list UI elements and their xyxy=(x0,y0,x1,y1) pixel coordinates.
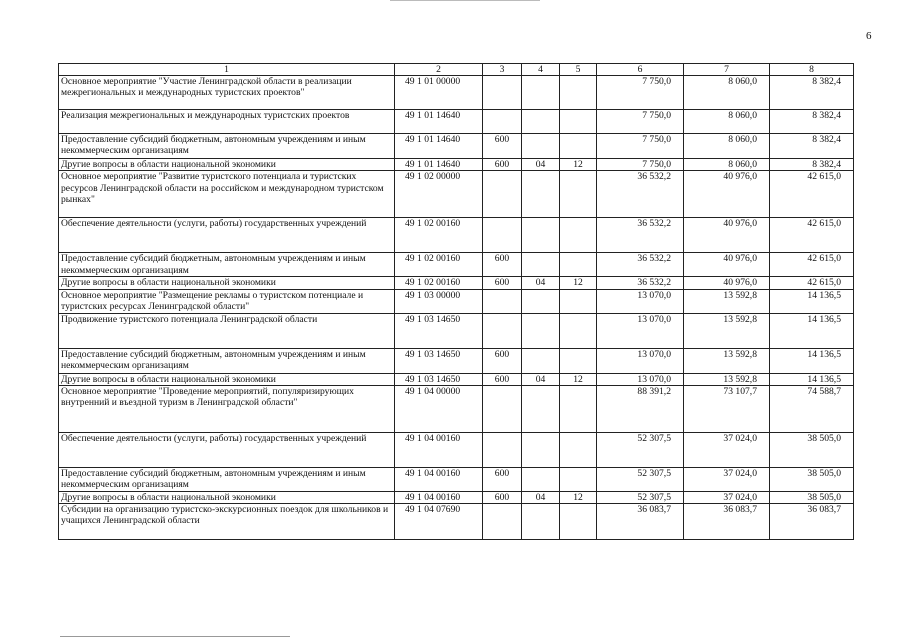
row-col3-cell: 600 xyxy=(483,467,522,491)
table-row xyxy=(59,76,854,110)
row-value7-cell: 37 024,0 xyxy=(684,467,770,491)
row-code-cell: 49 1 03 14650 xyxy=(395,348,483,373)
row-code-cell: 49 1 02 00160 xyxy=(395,218,483,253)
row-name-cell: Предоставление субсидий бюджетным, автономным учреждениям и иным некоммерческим организациям xyxy=(59,467,395,491)
row-col3-cell xyxy=(483,504,522,540)
row-value6-cell: 52 307,5 xyxy=(597,467,684,491)
row-value6-cell: 7 750,0 xyxy=(597,134,684,159)
row-col3-cell: 600 xyxy=(483,491,522,503)
row-code-cell: 49 1 01 14640 xyxy=(395,159,483,171)
row-col4-cell: 04 xyxy=(522,373,560,385)
header-cell: 1 xyxy=(59,64,395,76)
row-col3-cell xyxy=(483,218,522,253)
row-value6-cell: 88 391,2 xyxy=(597,385,684,432)
row-name-cell: Основное мероприятие "Проведение мероприятий, популяризирующих внутренний и въездной туризм в Ленинградской области" xyxy=(59,385,395,432)
table-row xyxy=(59,277,854,289)
table-row xyxy=(59,373,854,385)
row-col4-cell xyxy=(522,110,560,134)
row-col5-cell xyxy=(560,218,597,253)
row-value6-cell: 36 532,2 xyxy=(597,218,684,253)
row-col3-cell: 600 xyxy=(483,373,522,385)
row-value8-cell: 38 505,0 xyxy=(770,467,854,491)
row-code-cell: 49 1 04 00000 xyxy=(395,385,483,432)
row-col5-cell: 12 xyxy=(560,373,597,385)
row-name-cell: Другие вопросы в области национальной экономики xyxy=(59,277,395,289)
row-col5-cell: 12 xyxy=(560,159,597,171)
row-name-cell: Другие вопросы в области национальной экономики xyxy=(59,373,395,385)
row-value7-cell: 8 060,0 xyxy=(684,110,770,134)
row-value6-cell: 7 750,0 xyxy=(597,110,684,134)
row-col4-cell xyxy=(522,467,560,491)
row-col3-cell: 600 xyxy=(483,253,522,277)
header-row xyxy=(59,64,854,76)
header-cell: 3 xyxy=(483,64,522,76)
table-row xyxy=(59,313,854,348)
row-value8-cell: 36 083,7 xyxy=(770,504,854,540)
row-code-cell: 49 1 03 14650 xyxy=(395,373,483,385)
table-row xyxy=(59,253,854,277)
row-value7-cell: 40 976,0 xyxy=(684,218,770,253)
row-code-cell: 49 1 02 00000 xyxy=(395,171,483,218)
row-value7-cell: 37 024,0 xyxy=(684,491,770,503)
row-value7-cell: 40 976,0 xyxy=(684,171,770,218)
row-name-cell: Субсидии на организацию туристско-экскурсионных поездок для школьников и учащихся Ленинградской области xyxy=(59,504,395,540)
row-value6-cell: 13 070,0 xyxy=(597,313,684,348)
header-cell: 6 xyxy=(597,64,684,76)
row-name-cell: Обеспечение деятельности (услуги, работы) государственных учреждений xyxy=(59,218,395,253)
table-row xyxy=(59,134,854,159)
row-col5-cell xyxy=(560,171,597,218)
row-col3-cell xyxy=(483,385,522,432)
row-code-cell: 49 1 03 14650 xyxy=(395,313,483,348)
row-code-cell: 49 1 01 14640 xyxy=(395,110,483,134)
row-col3-cell xyxy=(483,171,522,218)
row-col5-cell xyxy=(560,253,597,277)
row-col4-cell: 04 xyxy=(522,277,560,289)
row-name-cell: Другие вопросы в области национальной экономики xyxy=(59,491,395,503)
row-code-cell: 49 1 01 14640 xyxy=(395,134,483,159)
row-value7-cell: 8 060,0 xyxy=(684,159,770,171)
page-number: 6 xyxy=(866,30,872,42)
header-cell: 8 xyxy=(770,64,854,76)
row-value7-cell: 8 060,0 xyxy=(684,76,770,110)
row-col5-cell xyxy=(560,385,597,432)
row-value8-cell: 42 615,0 xyxy=(770,218,854,253)
row-col4-cell xyxy=(522,171,560,218)
table-row xyxy=(59,385,854,432)
row-col4-cell xyxy=(522,348,560,373)
row-code-cell: 49 1 04 07690 xyxy=(395,504,483,540)
row-name-cell: Продвижение туристского потенциала Ленинградской области xyxy=(59,313,395,348)
bottom-scan-line xyxy=(60,636,290,637)
table-row xyxy=(59,289,854,313)
row-value8-cell: 14 136,5 xyxy=(770,373,854,385)
row-code-cell: 49 1 04 00160 xyxy=(395,432,483,467)
row-col4-cell: 04 xyxy=(522,159,560,171)
row-value8-cell: 42 615,0 xyxy=(770,171,854,218)
row-name-cell: Основное мероприятие "Развитие туристского потенциала и туристских ресурсов Ленинградской области на российском и международном туристском рынках" xyxy=(59,171,395,218)
row-col4-cell xyxy=(522,385,560,432)
row-name-cell: Другие вопросы в области национальной экономики xyxy=(59,159,395,171)
row-value8-cell: 42 615,0 xyxy=(770,253,854,277)
row-value6-cell: 36 083,7 xyxy=(597,504,684,540)
row-col4-cell xyxy=(522,134,560,159)
header-cell: 7 xyxy=(684,64,770,76)
top-scan-line xyxy=(390,0,540,1)
table-row xyxy=(59,467,854,491)
row-col4-cell xyxy=(522,218,560,253)
row-value8-cell: 8 382,4 xyxy=(770,159,854,171)
row-code-cell: 49 1 03 00000 xyxy=(395,289,483,313)
row-value8-cell: 14 136,5 xyxy=(770,289,854,313)
table-row xyxy=(59,491,854,503)
row-value8-cell: 8 382,4 xyxy=(770,76,854,110)
row-value6-cell: 36 532,2 xyxy=(597,277,684,289)
row-value7-cell: 40 976,0 xyxy=(684,253,770,277)
row-name-cell: Предоставление субсидий бюджетным, автономным учреждениям и иным некоммерческим организациям xyxy=(59,253,395,277)
row-value8-cell: 74 588,7 xyxy=(770,385,854,432)
row-code-cell: 49 1 02 00160 xyxy=(395,253,483,277)
row-col3-cell xyxy=(483,110,522,134)
row-col3-cell xyxy=(483,313,522,348)
row-col5-cell xyxy=(560,134,597,159)
row-col5-cell xyxy=(560,110,597,134)
table-row xyxy=(59,504,854,540)
row-value7-cell: 13 592,8 xyxy=(684,348,770,373)
table-body xyxy=(59,64,854,540)
row-name-cell: Реализация межрегиональных и международных туристских проектов xyxy=(59,110,395,134)
row-name-cell: Предоставление субсидий бюджетным, автономным учреждениям и иным некоммерческим организациям xyxy=(59,348,395,373)
table-row xyxy=(59,348,854,373)
table-row xyxy=(59,218,854,253)
row-col4-cell xyxy=(522,76,560,110)
row-value6-cell: 52 307,5 xyxy=(597,491,684,503)
row-value6-cell: 7 750,0 xyxy=(597,159,684,171)
budget-table xyxy=(58,63,854,540)
row-col3-cell: 600 xyxy=(483,348,522,373)
row-col5-cell xyxy=(560,432,597,467)
row-value7-cell: 13 592,8 xyxy=(684,289,770,313)
row-col3-cell: 600 xyxy=(483,159,522,171)
row-col3-cell xyxy=(483,76,522,110)
row-col5-cell xyxy=(560,504,597,540)
row-code-cell: 49 1 01 00000 xyxy=(395,76,483,110)
row-value7-cell: 73 107,7 xyxy=(684,385,770,432)
row-col3-cell xyxy=(483,289,522,313)
row-value8-cell: 14 136,5 xyxy=(770,348,854,373)
row-value7-cell: 13 592,8 xyxy=(684,373,770,385)
row-col5-cell xyxy=(560,313,597,348)
row-value6-cell: 36 532,2 xyxy=(597,253,684,277)
row-col4-cell xyxy=(522,504,560,540)
table-row xyxy=(59,432,854,467)
row-value6-cell: 13 070,0 xyxy=(597,289,684,313)
table-row xyxy=(59,159,854,171)
row-value6-cell: 13 070,0 xyxy=(597,373,684,385)
row-col4-cell xyxy=(522,253,560,277)
row-value7-cell: 13 592,8 xyxy=(684,313,770,348)
row-col3-cell: 600 xyxy=(483,277,522,289)
row-value6-cell: 13 070,0 xyxy=(597,348,684,373)
row-name-cell: Основное мероприятие "Участие Ленинградской области в реализации межрегиональных и международных туристских проектов" xyxy=(59,76,395,110)
row-value8-cell: 38 505,0 xyxy=(770,432,854,467)
row-value8-cell: 8 382,4 xyxy=(770,110,854,134)
row-col4-cell xyxy=(522,432,560,467)
row-value6-cell: 7 750,0 xyxy=(597,76,684,110)
row-value8-cell: 8 382,4 xyxy=(770,134,854,159)
row-value6-cell: 52 307,5 xyxy=(597,432,684,467)
header-cell: 4 xyxy=(522,64,560,76)
row-code-cell: 49 1 04 00160 xyxy=(395,491,483,503)
row-value7-cell: 36 083,7 xyxy=(684,504,770,540)
row-code-cell: 49 1 02 00160 xyxy=(395,277,483,289)
row-name-cell: Обеспечение деятельности (услуги, работы) государственных учреждений xyxy=(59,432,395,467)
header-cell: 5 xyxy=(560,64,597,76)
row-col5-cell xyxy=(560,348,597,373)
row-value8-cell: 14 136,5 xyxy=(770,313,854,348)
row-value8-cell: 38 505,0 xyxy=(770,491,854,503)
header-cell: 2 xyxy=(395,64,483,76)
row-col3-cell: 600 xyxy=(483,134,522,159)
row-col5-cell xyxy=(560,467,597,491)
row-col5-cell: 12 xyxy=(560,277,597,289)
row-col3-cell xyxy=(483,432,522,467)
row-col4-cell: 04 xyxy=(522,491,560,503)
row-col5-cell xyxy=(560,289,597,313)
row-col4-cell xyxy=(522,289,560,313)
table-row xyxy=(59,171,854,218)
row-value7-cell: 8 060,0 xyxy=(684,134,770,159)
row-value7-cell: 37 024,0 xyxy=(684,432,770,467)
row-col4-cell xyxy=(522,313,560,348)
row-code-cell: 49 1 04 00160 xyxy=(395,467,483,491)
row-value6-cell: 36 532,2 xyxy=(597,171,684,218)
row-value7-cell: 40 976,0 xyxy=(684,277,770,289)
row-col5-cell: 12 xyxy=(560,491,597,503)
row-value8-cell: 42 615,0 xyxy=(770,277,854,289)
table-row xyxy=(59,110,854,134)
row-col5-cell xyxy=(560,76,597,110)
row-name-cell: Основное мероприятие "Размещение рекламы о туристском потенциале и туристских ресурсах Ленинградской области" xyxy=(59,289,395,313)
row-name-cell: Предоставление субсидий бюджетным, автономным учреждениям и иным некоммерческим организациям xyxy=(59,134,395,159)
